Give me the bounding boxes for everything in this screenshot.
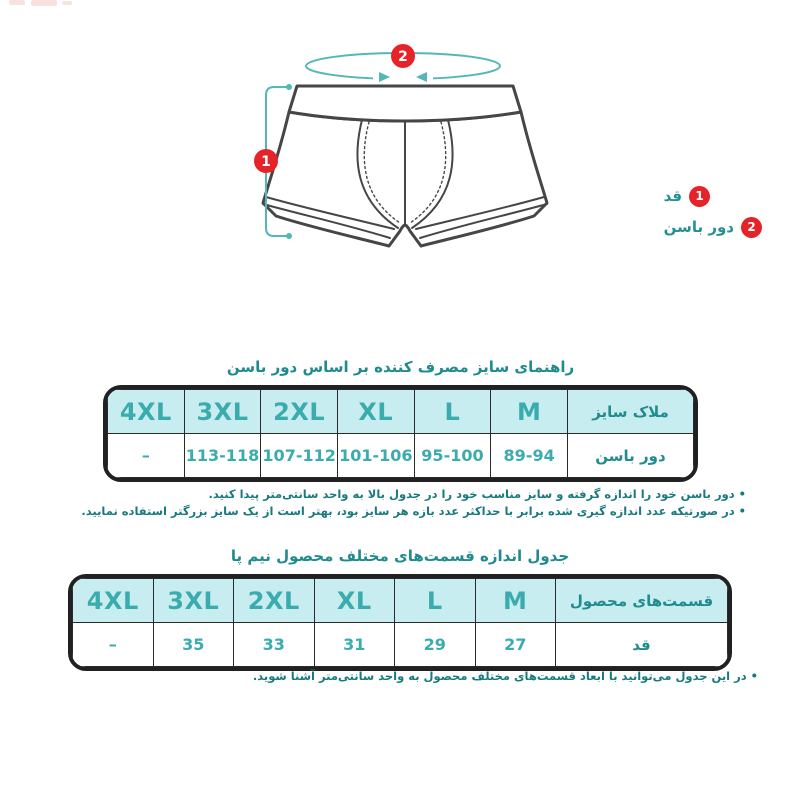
- callout-badge-1: [254, 149, 278, 173]
- height-l: 29: [395, 623, 476, 667]
- note-line: • دور باسن خود را اندازه گرفته و سایز مناسب خود را در جدول بالا به واحد سانتی‌متر پیدا کنید.: [208, 487, 746, 501]
- height-4xl: –: [73, 623, 154, 667]
- size-col-4xl: 4XL: [108, 390, 185, 434]
- dimensions-header-row: [73, 579, 728, 623]
- hip-range-m: 89-94: [491, 434, 568, 478]
- height-3xl: 35: [153, 623, 234, 667]
- hip-range-2xl: 107-112: [261, 434, 338, 478]
- hip-range-xl: 101-106: [337, 434, 414, 478]
- dimensions-title: جدول اندازه قسمت‌های مختلف محصول نیم پا: [230, 547, 570, 565]
- dim-col-m: M: [475, 579, 556, 623]
- legend-badge-1: 1: [689, 186, 710, 207]
- height-m: 27: [475, 623, 556, 667]
- dim-col-xl: XL: [314, 579, 395, 623]
- size-col-m: M: [491, 390, 568, 434]
- size-guide-section: [103, 358, 698, 482]
- svg-text:2: 2: [398, 49, 408, 65]
- measurement-legend: [664, 185, 762, 238]
- dimensions-section: [68, 547, 732, 671]
- size-guide-notes: [81, 486, 746, 520]
- height-values-row: [73, 623, 728, 667]
- dimensions-notes: [253, 668, 758, 685]
- size-guide-table: [103, 385, 698, 482]
- legend-label-hip: دور باسن: [663, 218, 734, 236]
- callout-badge-2: [391, 44, 415, 68]
- hip-range-l: 95-100: [414, 434, 491, 478]
- hip-range-row: [108, 434, 694, 478]
- height-row-label: قد: [556, 623, 728, 667]
- note-line: • در صورتیکه عدد اندازه گیری شده برابر با حداکثر عدد بازه هر سایز بود، بهتر است از یک سایز بزرگتر استفاده نمایید.: [81, 504, 746, 518]
- size-col-l: L: [414, 390, 491, 434]
- boxer-briefs-sketch: [263, 86, 547, 246]
- dimensions-table: [68, 574, 732, 671]
- height-xl: 31: [314, 623, 395, 667]
- size-guide-header-row: [108, 390, 694, 434]
- note-line: • در این جدول می‌توانید با ابعاد قسمت‌های مختلف محصول به واحد سانتی‌متر آشنا شوید.: [252, 669, 758, 683]
- product-parts-header: قسمت‌های محصول: [556, 579, 728, 623]
- hip-row-label: دور باسن: [568, 434, 694, 478]
- legend-label-height: قد: [663, 187, 683, 205]
- size-col-2xl: 2XL: [261, 390, 338, 434]
- dim-col-l: L: [395, 579, 476, 623]
- legend-item-height: [664, 185, 762, 207]
- size-col-3xl: 3XL: [184, 390, 261, 434]
- size-criterion-header: ملاک سایز: [568, 390, 694, 434]
- dim-col-2xl: 2XL: [234, 579, 315, 623]
- legend-badge-2: 2: [741, 217, 762, 238]
- size-col-xl: XL: [337, 390, 414, 434]
- hip-range-4xl: –: [108, 434, 185, 478]
- dim-col-3xl: 3XL: [153, 579, 234, 623]
- svg-text:1: 1: [261, 154, 271, 170]
- height-2xl: 33: [234, 623, 315, 667]
- boxer-measurement-diagram: [0, 0, 800, 280]
- size-guide-title: راهنمای سایز مصرف کننده بر اساس دور باسن: [226, 358, 575, 376]
- hip-range-3xl: 113-118: [184, 434, 261, 478]
- dim-col-4xl: 4XL: [73, 579, 154, 623]
- legend-item-hip: [664, 216, 762, 238]
